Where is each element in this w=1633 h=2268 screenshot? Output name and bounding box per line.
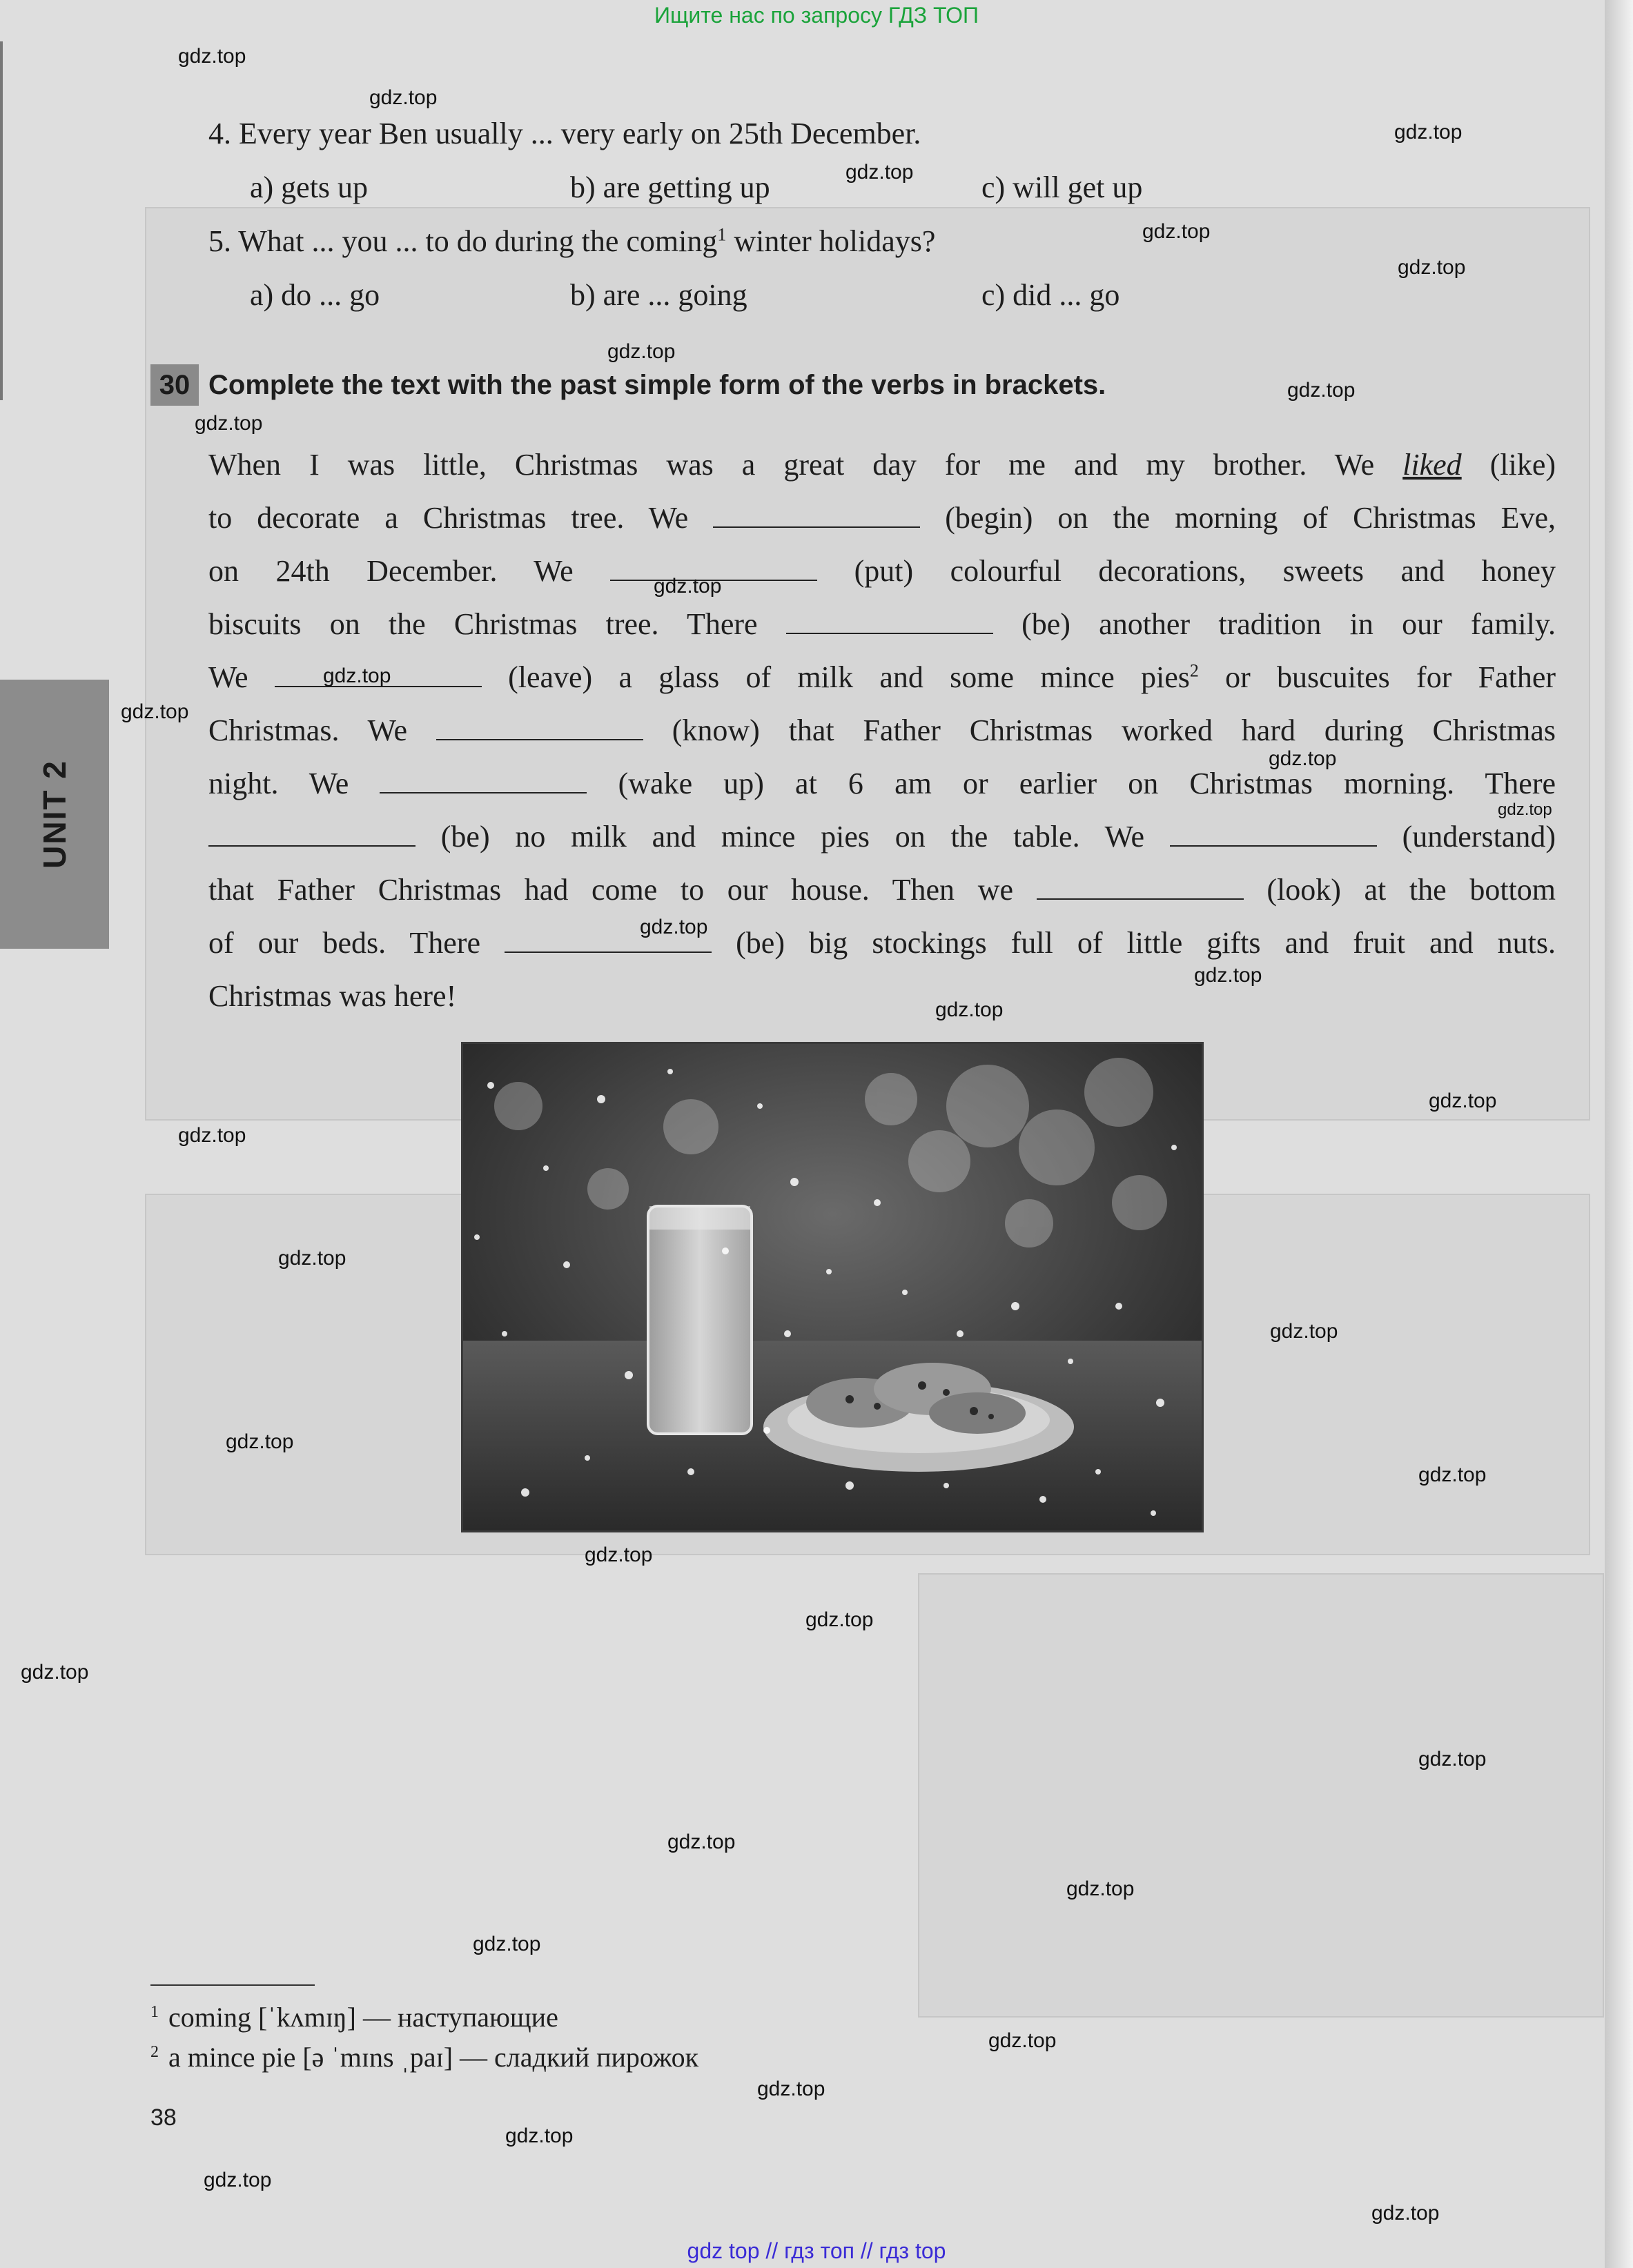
text-line-2 <box>208 491 1556 544</box>
watermark: gdz.top <box>805 1608 874 1631</box>
footnote-text: coming [ˈkʌmɪŋ] — наступающие <box>168 2002 558 2033</box>
text-segment: or buscuites for Father <box>1198 660 1556 694</box>
footnote-rule <box>150 1984 315 1986</box>
question-text-end: winter holidays? <box>726 224 936 258</box>
watermark: gdz.top <box>988 2029 1057 2052</box>
watermark: gdz.top <box>278 1247 346 1270</box>
question-text: Every year Ben usually ... very early on 25th December. <box>239 117 921 150</box>
watermark: gdz.top <box>1394 121 1463 144</box>
watermark: gdz.top <box>1066 1877 1135 1900</box>
text-line-3 <box>208 544 1556 598</box>
text-segment: night. We <box>208 767 349 800</box>
show-through-box <box>918 1573 1604 2018</box>
footnote-ref: 1 <box>717 224 727 245</box>
watermark: gdz.top <box>757 2078 825 2100</box>
question-number: 4. <box>208 117 231 150</box>
watermark: gdz.top <box>607 340 676 363</box>
exercise-title: Complete the text with the past simple form of the verbs in brackets. <box>208 370 1106 400</box>
watermark: gdz.top <box>121 700 189 723</box>
watermark: gdz.top <box>21 1661 89 1684</box>
verb-hint: (begin) on the morning of Christmas Eve, <box>945 501 1556 535</box>
text-segment: to decorate a Christmas tree. We <box>208 501 689 535</box>
footnote-2 <box>150 2038 698 2077</box>
footnote-number: 1 <box>150 2002 159 2021</box>
page-number: 38 <box>150 2104 177 2131</box>
text-line-8 <box>208 810 1556 863</box>
text-line-11: Christmas was here! <box>208 979 457 1013</box>
option-a: a) gets up <box>250 170 369 204</box>
verb-hint: (be) no milk and mince pies on the table. We <box>440 820 1145 854</box>
answer-blank[interactable] <box>208 822 415 847</box>
verb-hint: (like) <box>1489 448 1556 482</box>
text-segment: of our beds. There <box>208 926 480 960</box>
example-answer: liked <box>1402 448 1462 482</box>
question-number: 5. <box>208 224 231 258</box>
text-segment: biscuits on the Christmas tree. There <box>208 607 758 641</box>
watermark: gdz.top <box>1142 220 1211 243</box>
watermark: gdz.top <box>1371 2202 1440 2225</box>
exercise-number: 30 <box>150 364 199 406</box>
verb-hint: (leave) a glass of milk and some mince pies <box>508 660 1190 694</box>
text-line-5 <box>208 651 1556 704</box>
watermark: gdz.top <box>1418 1748 1487 1771</box>
text-line-4 <box>208 598 1556 651</box>
watermark: gdz.top <box>667 1831 736 1853</box>
watermark: gdz.top <box>1287 379 1356 402</box>
answer-blank[interactable] <box>1037 875 1244 900</box>
watermark: gdz.top <box>473 1933 541 1955</box>
watermark: gdz.top <box>1270 1320 1338 1343</box>
left-margin-rule <box>0 41 3 400</box>
milk-and-cookies-photo <box>461 1042 1204 1532</box>
question-4 <box>208 113 921 155</box>
text-segment: Christmas. We <box>208 713 408 747</box>
text-segment: We <box>208 660 248 694</box>
page-edge <box>1605 0 1633 2268</box>
milk-and-cookies-illustration <box>463 1044 1202 1530</box>
verb-hint: (know) that Father Christmas worked hard during Christmas <box>672 713 1556 747</box>
watermark: gdz.top <box>1418 1463 1487 1486</box>
option-b: b) are ... going <box>570 278 747 312</box>
watermark: gdz.top <box>1498 800 1552 819</box>
watermark: gdz.top <box>640 916 708 938</box>
watermark: gdz.top <box>178 1124 246 1147</box>
watermark: gdz.top <box>1269 747 1337 770</box>
verb-hint: (be) big stockings full of little gifts and fruit and nuts. <box>736 926 1556 960</box>
watermark: gdz.top <box>654 575 722 598</box>
option-c: c) did ... go <box>981 278 1120 312</box>
watermark: gdz.top <box>505 2124 574 2147</box>
watermark: gdz.top <box>178 45 246 68</box>
watermark: gdz.top <box>195 412 263 435</box>
text-segment: on 24th December. We <box>208 554 574 588</box>
verb-hint: (look) at the bottom <box>1267 873 1556 907</box>
answer-blank[interactable] <box>436 716 643 740</box>
top-banner[interactable]: Ищите нас по запросу ГДЗ ТОП <box>654 3 979 28</box>
footnote-number: 2 <box>150 2042 159 2061</box>
watermark: gdz.top <box>585 1544 653 1566</box>
answer-blank[interactable] <box>1170 822 1377 847</box>
text-line-10 <box>208 916 1556 969</box>
footnote-1 <box>150 1998 558 2037</box>
watermark: gdz.top <box>204 2169 272 2191</box>
answer-blank[interactable] <box>713 503 920 528</box>
watermark: gdz.top <box>845 161 914 184</box>
watermark: gdz.top <box>226 1430 294 1453</box>
verb-hint: (understand) <box>1402 820 1556 854</box>
footnote-text: a mince pie [ə ˈmɪns ˌpaɪ] — сладкий пирожок <box>168 2042 699 2073</box>
unit-tab <box>0 680 109 949</box>
watermark: gdz.top <box>369 86 438 109</box>
text-line-1 <box>208 438 1556 491</box>
answer-blank[interactable] <box>380 769 587 793</box>
text-segment: When I was little, Christmas was a great day for me and my brother. We <box>208 448 1375 482</box>
text-segment: that Father Christmas had come to our house. Then we <box>208 873 1013 907</box>
text-line-7 <box>208 757 1556 810</box>
text-line-9 <box>208 863 1556 916</box>
question-text: What ... you ... to do during the coming <box>238 224 718 258</box>
watermark: gdz.top <box>935 998 1004 1021</box>
watermark: gdz.top <box>1429 1089 1497 1112</box>
watermark: gdz.top <box>1398 256 1466 279</box>
unit-label: UNIT 2 <box>37 760 72 869</box>
answer-blank[interactable] <box>786 609 993 634</box>
bottom-banner[interactable]: gdz top // гдз топ // гдз top <box>687 2238 946 2263</box>
option-c: c) will get up <box>981 170 1143 204</box>
option-a: a) do ... go <box>250 278 380 312</box>
footnote-ref: 2 <box>1189 660 1199 681</box>
verb-hint: (put) colourful decorations, sweets and honey <box>854 554 1556 588</box>
watermark: gdz.top <box>323 664 391 687</box>
verb-hint: (be) another tradition in our family. <box>1021 607 1556 641</box>
option-b: b) are getting up <box>570 170 770 204</box>
text-line-6 <box>208 704 1556 757</box>
watermark: gdz.top <box>1194 964 1262 987</box>
verb-hint: (wake up) at 6 am or earlier on Christmas morning. There <box>618 767 1556 800</box>
question-5 <box>208 221 935 262</box>
